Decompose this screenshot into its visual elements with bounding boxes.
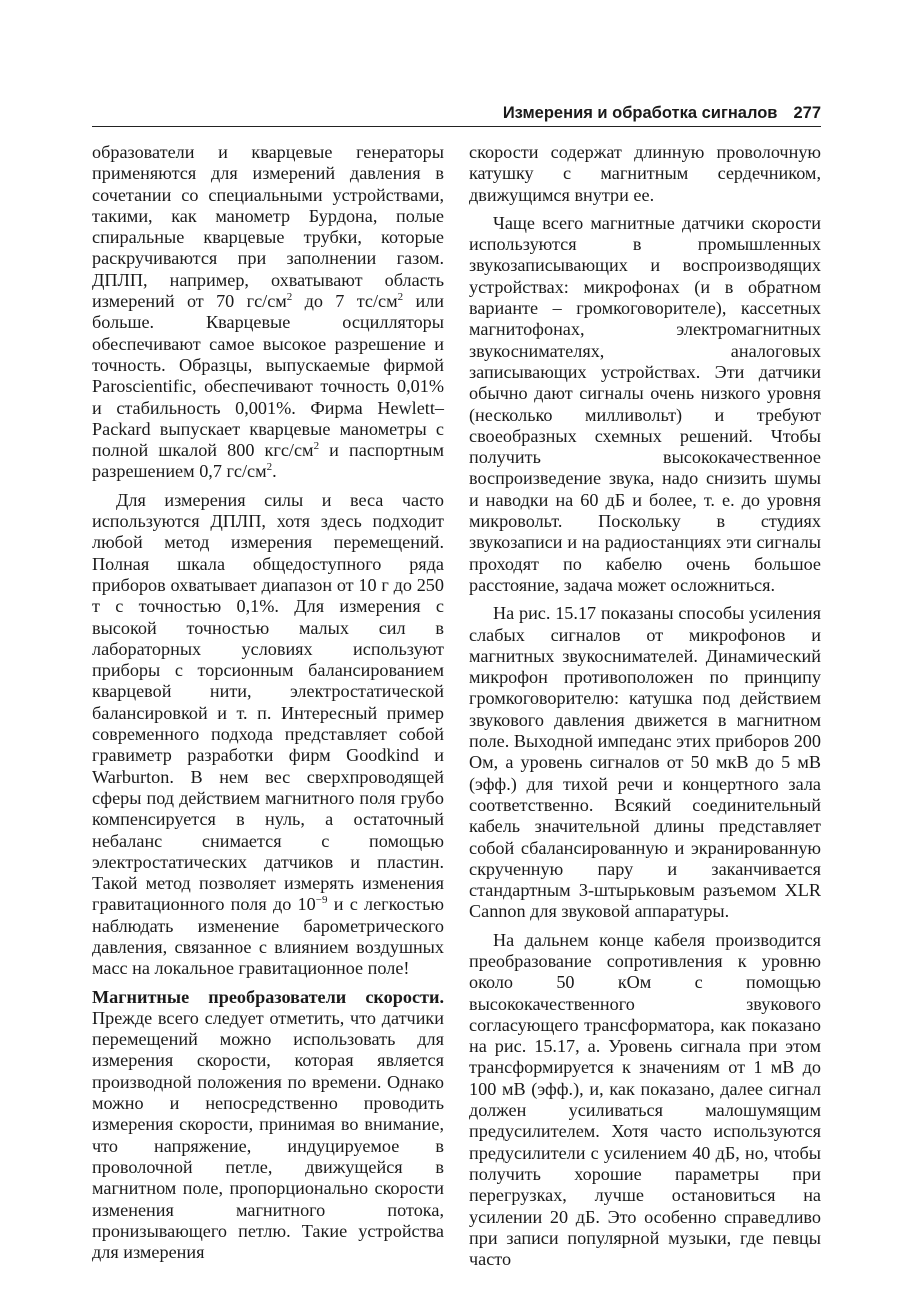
text-run: до 7 тс/см [292, 291, 398, 312]
paragraph-audio-sensors: Чаще всего магнитные датчики скорости используются в промышленных звукозаписывающих и воспроизводящих устройствах: микрофонах (и в обратном варианте – громкоговорителе), кассетных магнитофонах, электромагнитных звукоснимателях, аналоговых записывающих устройствах. Эти датчики обычно дают сигналы очень низкого уровня (несколько милливольт) и требуют своеобразных схемных решений. Чтобы получить высококачественное воспроизведение звука, надо снизить шумы и наводки на 60 дБ и более, т. е. до уровня микровольт. Поскольку в студиях звукозаписи и на радиостанциях эти сигналы проходят по кабелю очень большое расстояние, задача может осложниться. [469, 212, 821, 595]
running-title: Измерения и обработка сигналов [502, 104, 778, 122]
paragraph-force-weight [92, 490, 444, 980]
text-run: и паспортным разрешением 0,7 гс/см [92, 440, 444, 482]
left-column [92, 142, 444, 1263]
page-number: 277 [793, 104, 821, 122]
paragraph-magnetic-velocity [92, 987, 444, 1264]
superscript: 2 [313, 440, 320, 453]
paragraph-pressure-continued [92, 142, 444, 483]
superscript: 2 [397, 291, 404, 304]
right-column [469, 142, 821, 1270]
superscript: 2 [286, 291, 293, 304]
text-run: Для измерения силы и веса часто используются ДПЛП, хотя здесь подходит любой метод измерения перемещений. Полная шкала общедоступного ряда приборов охватывает диапазон от 10 г до 250 т с точностью 0,1%. Для измерения с высокой точностью малых сил в лабораторных условиях используют приборы с торсионным балансированием кварцевой нити, электростатической балансировкой и т. п. Интересный пример современного подхода представляет собой гравиметр разработки фирм Goodkind и Warburton. В нем вес сверхпроводящей сферы под действием магнитного поля грубо компенсируется в нуль, а остаточный небаланс снимается с помощью электростатических датчиков и пластин. Такой метод позволяет измерять изменения гравитационного поля до 10 [92, 489, 444, 915]
text-run: или больше. Кварцевые осцилляторы обеспечивают самое высокое разрешение и точность. Образцы, выпускаемые фирмой Paroscientific, обеспечивают точность 0,01% и стабильность 0,001%. Фирма Hewlett–Packard выпускает кварцевые манометры с полной шкалой 800 кгс/см [92, 291, 445, 461]
running-header [92, 100, 821, 127]
superscript: −9 [315, 894, 328, 907]
superscript: 2 [266, 461, 273, 474]
section-subheading: Магнитные преобразователи скорости. [92, 986, 444, 1007]
text-run: Прежде всего следует отметить, что датчики перемещений можно использовать для измерения скорости, которая является производной положения по времени. Однако можно и непосредственно проводить измерения скорости, принимая во внимание, что напряжение, индуцируемое в проволочной петле, движущейся в магнитном поле, пропорционально скорости изменения магнитного потока, пронизывающего петлю. Такие устройства для измерения [92, 1007, 444, 1263]
text-run: образователи и кварцевые генераторы применяются для измерений давления в сочетании со специальными устройствами, такими, как манометр Бурдона, полые спиральные кварцевые трубки, которые раскручиваются при заполнении газом. ДПЛП, например, охватывают область измерений от 70 гс/см [92, 142, 444, 312]
text-run: . [272, 461, 277, 482]
paragraph-figure-15-17: На рис. 15.17 показаны способы усиления слабых сигналов от микрофонов и магнитных звукоснимателей. Динамический микрофон противоположен по принципу громкоговорителю: катушка под действием звукового давления движется в магнитном поле. Выходной импеданс этих приборов 200 Ом, а уровень сигналов от 50 мкВ до 5 мВ (эфф.) для тихой речи и концертного зала соответственно. Всякий соединительный кабель значительной длины представляет собой сбалансированную и экранированную скрученную пару и заканчивается стандартным 3-штырьковым разъемом XLR Cannon для звуковой аппаратуры. [469, 603, 821, 922]
paragraph-cable-transformer: На дальнем конце кабеля производится преобразование сопротивления к уровню около 50 кОм с помощью высококачественного звукового согласующего трансформатора, как показано на рис. 15.17, а. Уровень сигнала при этом трансформируется к значениям от 1 мВ до 100 мВ (эфф.), и, как показано, далее сигнал должен усиливаться малошумящим предусилителем. Хотя часто используются предусилители с усилением 40 дБ, но, чтобы получить хорошие параметры при перегрузках, лучше остановиться на усилении 20 дБ. Это особенно справедливо при записи популярной музыки, где певцы часто [469, 929, 821, 1270]
text-run: и с легкостью наблюдать изменение барометрического давления, связанное с влиянием воздушных масс на локальное гравитационное поле! [92, 894, 444, 979]
paragraph-velocity-continued: скорости содержат длинную проволочную катушку с магнитным сердечником, движущимся внутри ее. [469, 142, 821, 205]
